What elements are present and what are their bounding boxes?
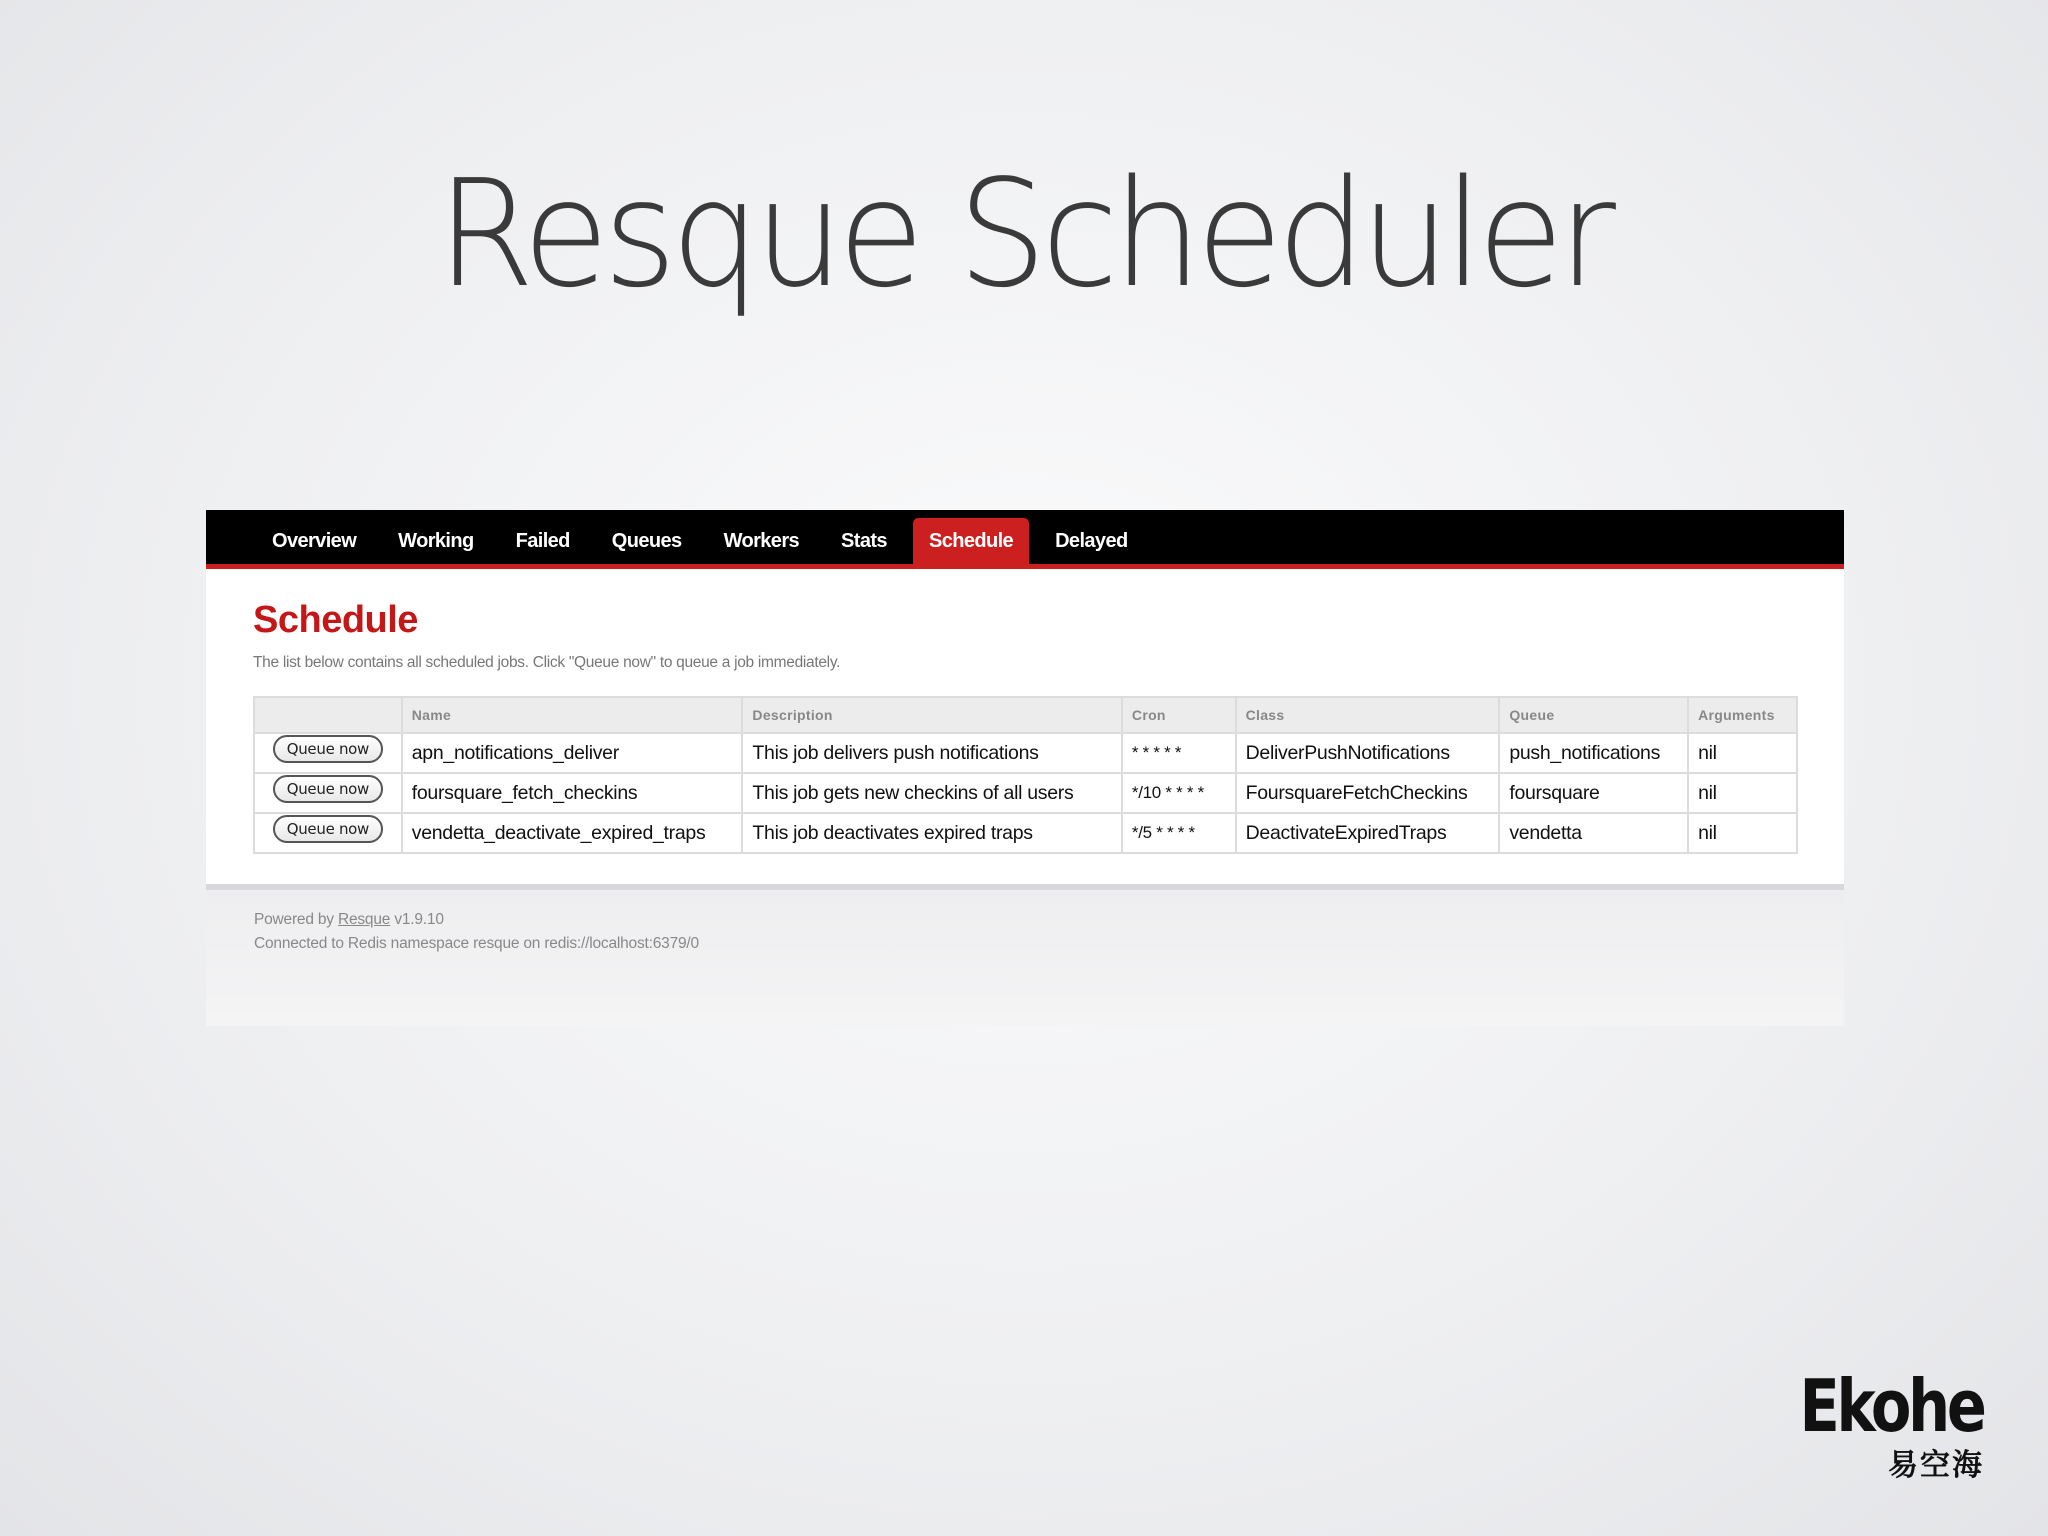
job-arguments: nil <box>1688 733 1797 773</box>
tab-stats[interactable]: Stats <box>841 530 887 552</box>
table-header-row <box>254 697 1797 733</box>
table-row <box>254 773 1797 813</box>
queue-now-button[interactable]: Queue now <box>273 815 383 843</box>
job-description: This job deactivates expired traps <box>742 813 1122 853</box>
slide-title: Resque Scheduler <box>437 148 1611 320</box>
action-cell <box>254 733 402 773</box>
tab-delayed[interactable]: Delayed <box>1055 530 1128 552</box>
action-cell <box>254 773 402 813</box>
nav-bar <box>206 510 1844 564</box>
footer <box>206 884 1844 1026</box>
header-description: Description <box>742 697 1122 733</box>
header-class: Class <box>1236 697 1500 733</box>
schedule-table <box>253 696 1798 854</box>
tab-working[interactable]: Working <box>398 530 474 552</box>
tab-schedule[interactable]: Schedule <box>913 518 1029 564</box>
job-name: foursquare_fetch_checkins <box>402 773 743 813</box>
job-description: This job delivers push notifications <box>742 733 1122 773</box>
table-row <box>254 733 1797 773</box>
job-class: DeliverPushNotifications <box>1236 733 1500 773</box>
ekohe-logo <box>1759 1364 1984 1484</box>
job-queue: foursquare <box>1499 773 1688 813</box>
tab-workers[interactable]: Workers <box>723 530 800 552</box>
job-name: apn_notifications_deliver <box>402 733 743 773</box>
version-label: v1.9.10 <box>394 911 444 928</box>
action-cell <box>254 813 402 853</box>
job-description: This job gets new checkins of all users <box>742 773 1122 813</box>
page-intro: The list below contains all scheduled jobs. Click "Queue now" to queue a job immediately. <box>253 654 841 671</box>
job-arguments: nil <box>1688 773 1797 813</box>
job-name: vendetta_deactivate_expired_traps <box>402 813 743 853</box>
queue-now-button[interactable]: Queue now <box>273 735 383 763</box>
job-class: DeactivateExpiredTraps <box>1236 813 1500 853</box>
tab-queues[interactable]: Queues <box>611 530 682 552</box>
job-arguments: nil <box>1688 813 1797 853</box>
footer-connection: Connected to Redis namespace resque on redis://localhost:6379/0 <box>254 935 699 952</box>
powered-by-label: Powered by <box>254 911 334 928</box>
job-queue: push_notifications <box>1499 733 1688 773</box>
header-arguments: Arguments <box>1688 697 1797 733</box>
logo-chinese: 易空海 <box>1888 1448 1984 1483</box>
job-cron: * * * * * <box>1122 733 1236 773</box>
job-cron: */10 * * * * <box>1122 773 1236 813</box>
header-queue: Queue <box>1499 697 1688 733</box>
job-queue: vendetta <box>1499 813 1688 853</box>
queue-now-button[interactable]: Queue now <box>273 775 383 803</box>
footer-powered-by <box>254 908 1844 932</box>
main-content <box>206 569 1844 854</box>
header-name: Name <box>402 697 743 733</box>
header-cron: Cron <box>1122 697 1236 733</box>
page-title: Schedule <box>253 599 418 641</box>
tab-failed[interactable]: Failed <box>515 530 570 552</box>
job-class: FoursquareFetchCheckins <box>1236 773 1500 813</box>
resque-link[interactable]: Resque <box>337 911 391 928</box>
logo-brand: Ekohe <box>1799 1364 1984 1448</box>
table-row <box>254 813 1797 853</box>
header-action <box>254 697 402 733</box>
tab-overview[interactable]: Overview <box>272 530 357 552</box>
job-cron: */5 * * * * <box>1122 813 1236 853</box>
resque-web-screenshot <box>206 510 1844 1026</box>
